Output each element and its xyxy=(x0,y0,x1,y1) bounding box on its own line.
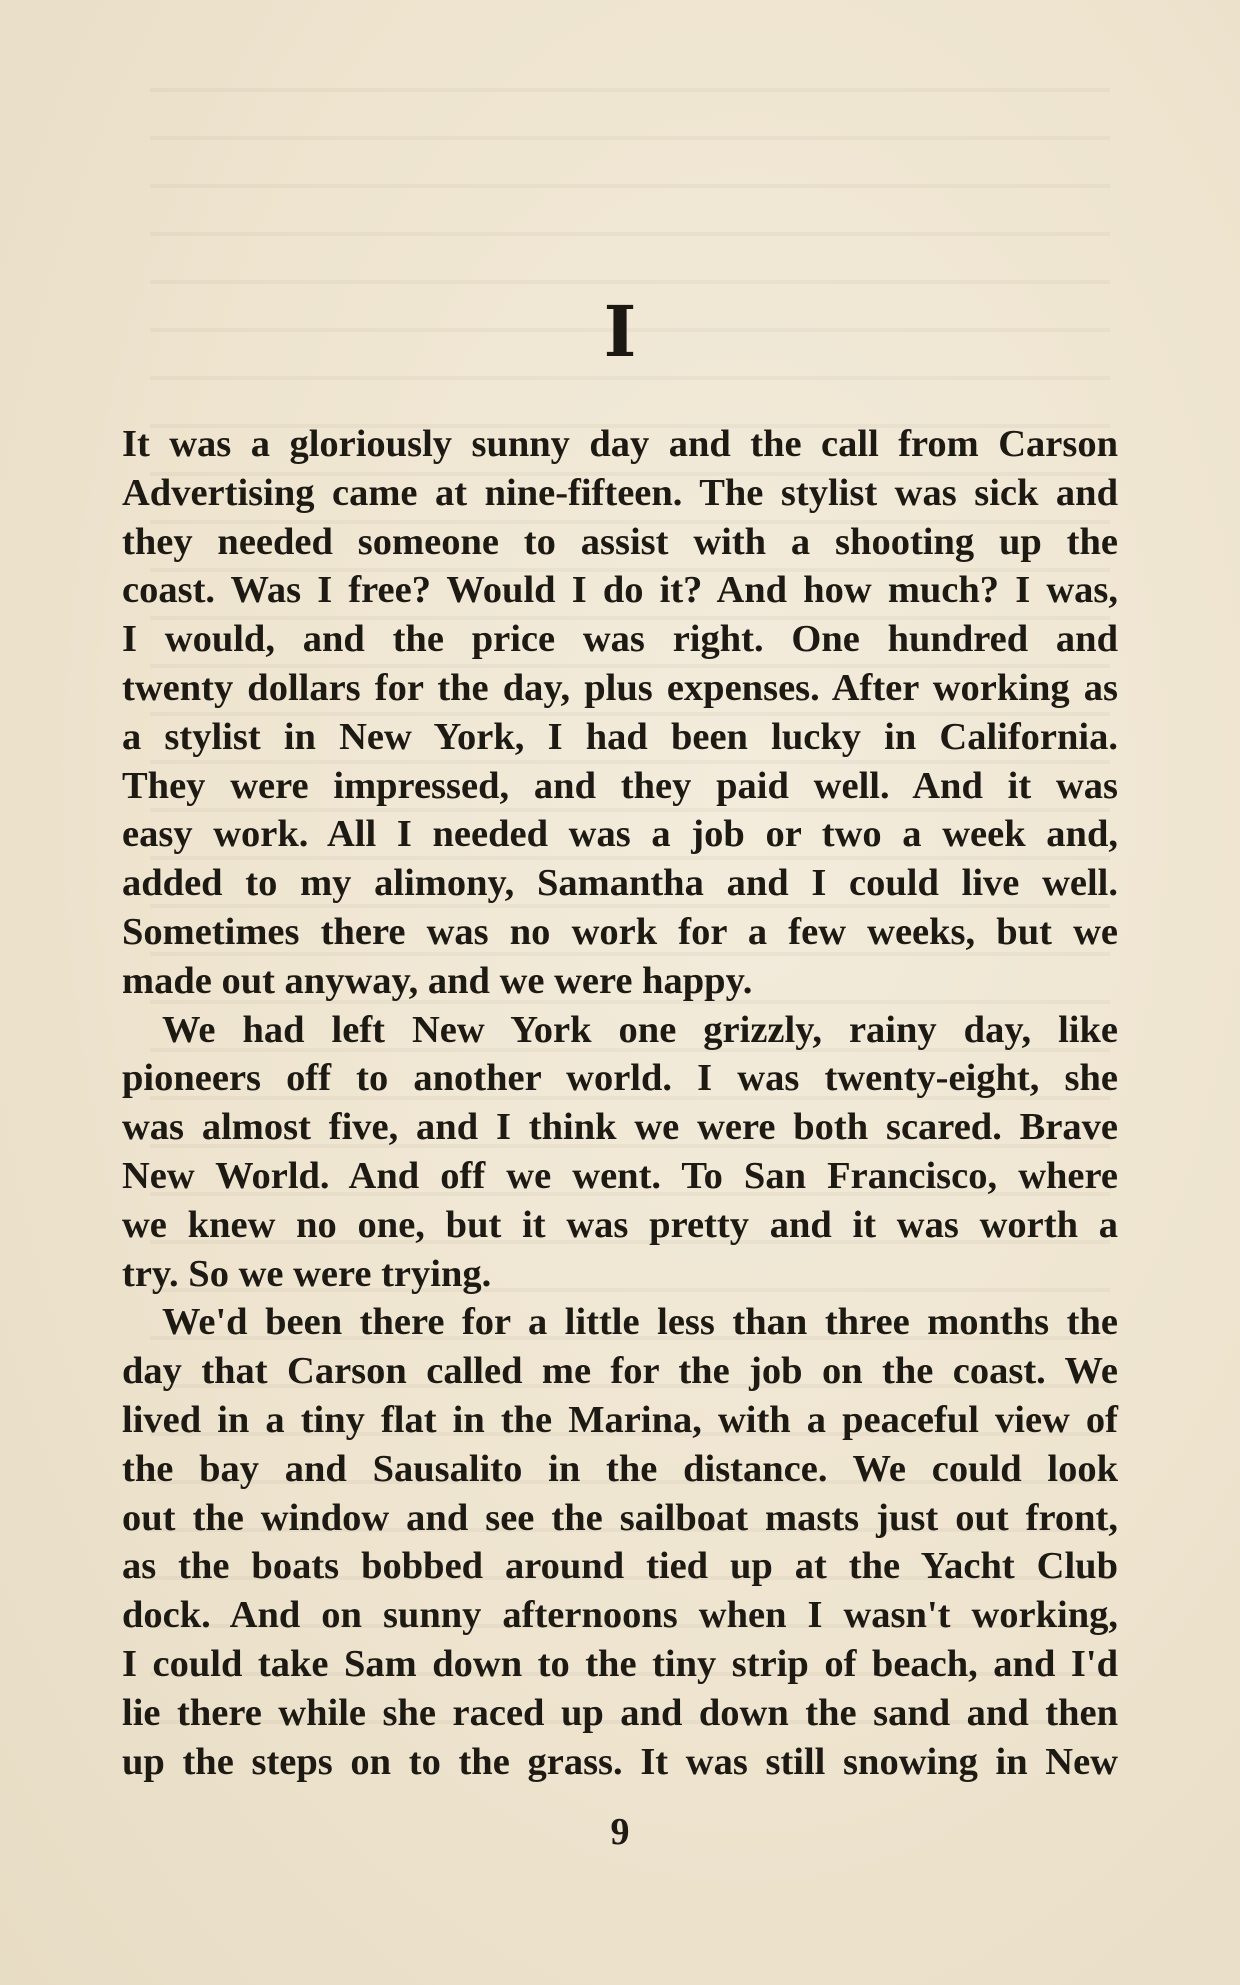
text-line: out the window and see the sailboat masts just out front, xyxy=(122,1496,1118,1539)
text-line: coast. Was I free? Would I do it? And how much? I was, xyxy=(122,569,1118,612)
text-line: was almost five, and I think we were both scared. Brave xyxy=(122,1106,1118,1149)
page-number: 9 xyxy=(610,1811,630,1853)
text-line: pioneers off to another world. I was twenty-eight, she xyxy=(122,1057,1118,1100)
text-line: lie there while she raced up and down the sand and then xyxy=(122,1691,1118,1734)
text-line: they needed someone to assist with a shooting up the xyxy=(122,520,1118,563)
text-line: up the steps on to the grass. It was still snowing in New xyxy=(122,1740,1118,1783)
text-line: Sometimes there was no work for a few weeks, but we xyxy=(122,910,1118,953)
text-line: as the boats bobbed around tied up at the Yacht Club xyxy=(122,1545,1118,1588)
text-line: They were impressed, and they paid well. And it was xyxy=(122,764,1118,807)
text-line: made out anyway, and we were happy. xyxy=(122,959,753,1002)
text-line: Advertising came at nine-fifteen. The stylist was sick and xyxy=(122,471,1118,514)
text-line: I could take Sam down to the tiny strip of beach, and I'd xyxy=(122,1642,1118,1685)
text-line: easy work. All I needed was a job or two a week and, xyxy=(122,813,1118,856)
text-line: try. So we were trying. xyxy=(122,1252,492,1295)
text-line: We'd been there for a little less than three months the xyxy=(162,1301,1118,1344)
body-text xyxy=(122,420,1118,1786)
text-line: We had left New York one grizzly, rainy day, like xyxy=(162,1008,1118,1051)
text-line: we knew no one, but it was pretty and it was worth a xyxy=(122,1203,1118,1246)
text-line: twenty dollars for the day, plus expenses. After working as xyxy=(122,666,1118,709)
chapter-number: I xyxy=(603,290,637,373)
text-line: It was a gloriously sunny day and the call from Carson xyxy=(122,423,1118,465)
text-line: a stylist in New York, I had been lucky in California. xyxy=(122,715,1118,758)
text-line: dock. And on sunny afternoons when I wasn't working, xyxy=(122,1594,1118,1637)
text-line: day that Carson called me for the job on the coast. We xyxy=(122,1350,1118,1393)
text-line: the bay and Sausalito in the distance. We could look xyxy=(122,1447,1118,1490)
text-line: added to my alimony, Samantha and I could live well. xyxy=(122,862,1118,905)
text-line: lived in a tiny flat in the Marina, with a peaceful view of xyxy=(122,1398,1118,1441)
text-line: New World. And off we went. To San Francisco, where xyxy=(122,1154,1118,1197)
text-line: I would, and the price was right. One hundred and xyxy=(122,618,1118,661)
